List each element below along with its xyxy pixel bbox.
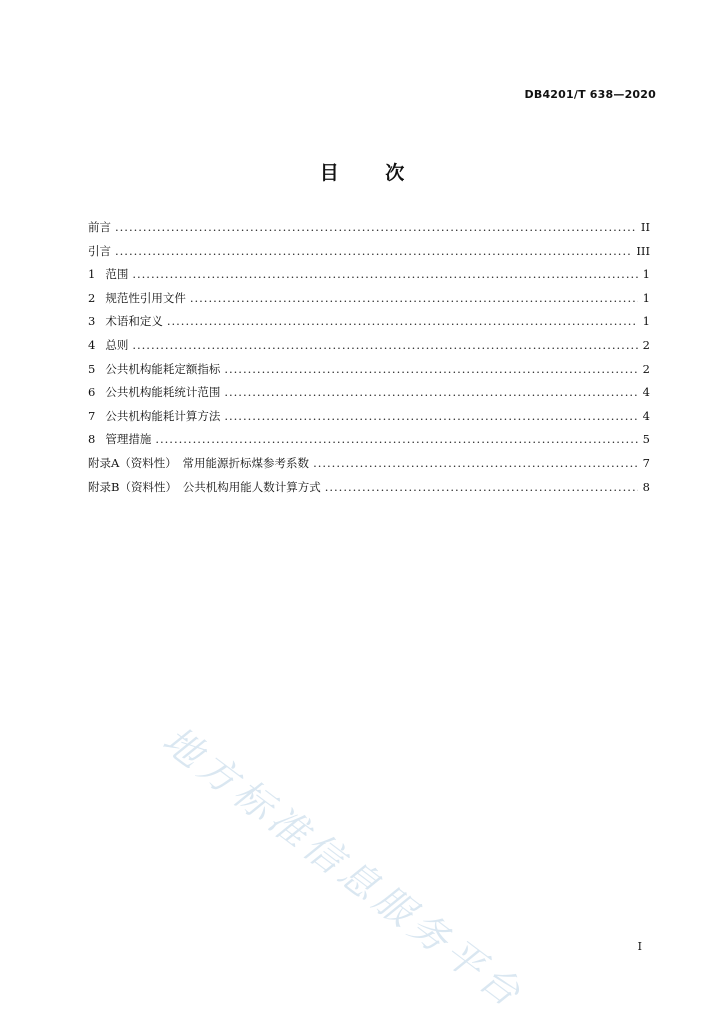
toc-item-scope[interactable] — [88, 266, 650, 290]
toc-item-page: 7 — [642, 455, 650, 470]
toc-item-page: 2 — [642, 337, 650, 352]
toc-item-label: 附录A（资料性） 常用能源折标煤参考系数 — [88, 455, 310, 470]
toc-item-label: 术语和定义 — [105, 314, 163, 329]
toc-item-label: 附录B（资料性） 公共机构用能人数计算方式 — [88, 479, 321, 494]
doc-code: DB4201/T 638—2020 — [524, 88, 656, 101]
toc-item-foreword[interactable] — [88, 219, 650, 243]
toc-title: 目 次 — [319, 162, 425, 184]
toc-leader-dots — [224, 385, 638, 399]
toc-item-energy-quota[interactable] — [88, 361, 650, 385]
toc-item-page: II — [640, 220, 650, 234]
toc-item-calculation-method[interactable] — [88, 408, 650, 432]
toc-item-page: 8 — [642, 479, 650, 494]
toc-item-terms-definitions[interactable] — [88, 313, 650, 337]
toc-item-management-measures[interactable] — [88, 431, 650, 455]
toc-item-statistics-scope[interactable] — [88, 384, 650, 408]
toc-item-page: III — [636, 243, 650, 258]
toc-leader-dots — [224, 362, 638, 376]
toc-item-number: 3 — [88, 314, 96, 329]
toc-item-page: 4 — [642, 408, 650, 423]
toc-item-general[interactable] — [88, 337, 650, 361]
toc-leader-dots — [325, 480, 638, 494]
toc-item-label: 公共机构能耗计算方法 — [105, 408, 221, 423]
toc-item-label: 引言 — [88, 243, 111, 258]
toc-item-page: 2 — [642, 361, 650, 376]
toc-item-page: 1 — [642, 290, 650, 305]
toc-leader-dots — [190, 291, 638, 305]
toc-item-label: 范围 — [105, 267, 129, 282]
toc-leader-dots — [115, 220, 637, 234]
toc-item-page: 4 — [642, 385, 650, 400]
toc-item-normative-references[interactable] — [88, 290, 650, 314]
toc-leader-dots — [155, 432, 638, 446]
toc-item-label: 总则 — [105, 337, 129, 352]
toc-item-introduction[interactable] — [88, 243, 650, 267]
toc-item-number: 1 — [88, 267, 96, 282]
toc-leader-dots — [132, 338, 638, 352]
toc-item-page: 1 — [642, 267, 650, 282]
page-number: I — [637, 940, 642, 953]
toc-leader-dots — [132, 267, 638, 281]
toc-item-appendix-a[interactable] — [88, 455, 650, 479]
toc-item-number: 5 — [88, 361, 96, 376]
toc-item-appendix-b[interactable] — [88, 479, 650, 503]
toc-item-label: 公共机构能耗定额指标 — [105, 361, 221, 376]
toc-item-label: 规范性引用文件 — [105, 290, 186, 305]
toc-item-label: 公共机构能耗统计范围 — [105, 385, 221, 400]
toc-item-page: 1 — [642, 314, 650, 329]
toc-item-number: 7 — [88, 408, 96, 423]
toc-item-number: 6 — [88, 385, 96, 400]
toc-item-label: 管理措施 — [105, 432, 152, 447]
toc-leader-dots — [224, 409, 638, 423]
toc-leader-dots — [167, 314, 638, 328]
toc-item-number: 8 — [88, 432, 96, 447]
toc-leader-dots — [115, 244, 632, 258]
toc-item-page: 5 — [642, 432, 650, 447]
toc-leader-dots — [313, 456, 638, 470]
toc-item-number: 4 — [88, 337, 96, 352]
toc-item-label: 前言 — [88, 220, 111, 234]
toc-list — [88, 219, 650, 502]
watermark: 地方标准信息服务平台 — [154, 717, 533, 1018]
toc-item-number: 2 — [88, 290, 96, 305]
